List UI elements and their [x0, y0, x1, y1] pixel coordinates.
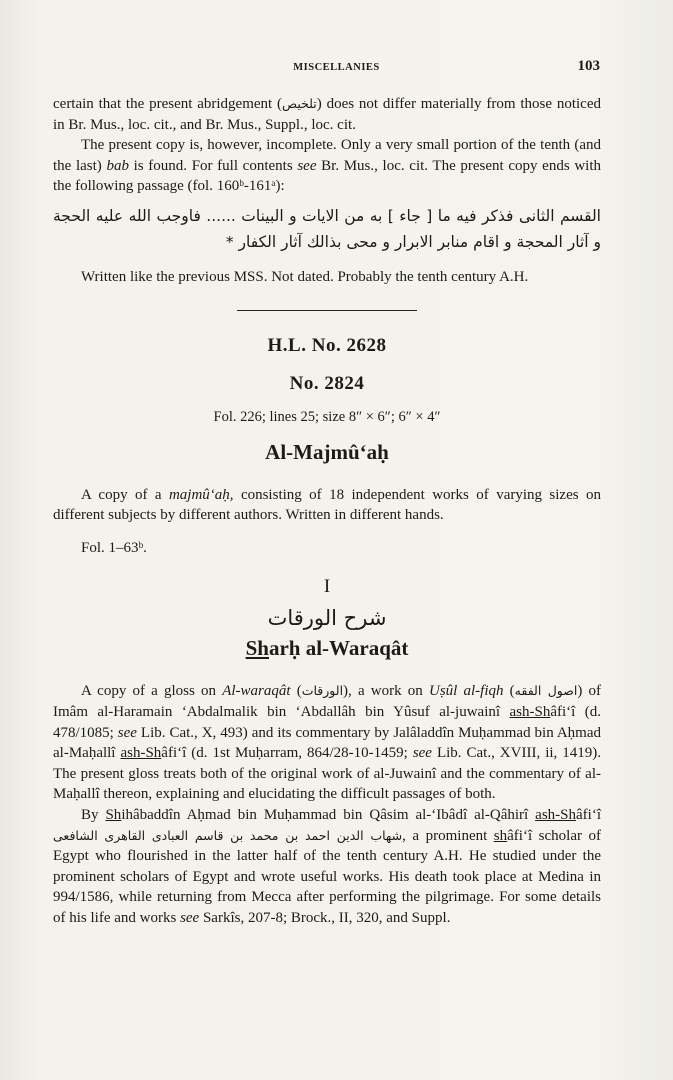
text-run: Lib. Cat., X, 493) and its commentary by Jalâladdîn Muḥammad bin Aḥmad al-Maḥallî — [53, 724, 601, 762]
folio-range: Fol. 1–63ᵇ. — [81, 539, 147, 556]
paragraph-gloss — [53, 681, 601, 805]
page-number: 103 — [577, 58, 600, 74]
text-run: A copy of a gloss on — [81, 683, 223, 700]
entry-title: Al-Majmû‘aḥ — [265, 439, 389, 464]
text-run: , a prominent — [402, 827, 494, 844]
text-run: Lib. Cat., XVIII, ii, 1419). The present gloss treats both of the original work of al-Juwainî and the commentary of al-Maḥallî thereon, explaining and elucidating the difficult passages of both. — [53, 745, 601, 803]
italic-term: majmû‘aḥ — [168, 486, 230, 503]
page-header — [0, 58, 673, 80]
text-run: ihâbaddîn Aḥmad bin Muḥammad bin Qâsim al-‘Ibâdî al-Qâhirî — [121, 806, 536, 823]
work-number: I — [323, 576, 331, 598]
text-run: The present copy is, however, incomplete. Only a very small portion of the tenth (and the last) — [53, 137, 601, 174]
work-title — [53, 636, 601, 661]
text-run: , consisting of 18 independent works of varying sizes on different subjects by different authors. Written in different hands. — [53, 486, 601, 524]
text-run: âfi‘î scholar of Egypt who flourished in the latter half of the tenth century A.H. He studied under the prominent scholars of Egypt and wrote useful works. His death took place at Medina in 994/1586, while returning from Mecca after performing the pilgrimage. For some details of his life and works — [53, 827, 601, 926]
page-content — [53, 94, 601, 928]
italic-term: see — [297, 157, 317, 174]
arabic-inline-word: تلخيص — [282, 96, 317, 111]
text-run: âfi‘î — [576, 806, 601, 823]
text-run: A copy of a — [81, 486, 169, 503]
arabic-work-title: شرح الورقات — [267, 606, 387, 631]
text-run: ) does not differ materially from those noticed in Br. Mus., loc. cit., and Br. Mus., Suppl., loc. cit. — [53, 96, 601, 133]
section-divider — [237, 310, 417, 311]
folio-info: Fol. 226; lines 25; size 8″ × 6″; 6″ × 4″ — [213, 408, 441, 425]
underlined-digraph: ash-Sh — [509, 703, 551, 720]
text-run: ( — [503, 683, 515, 700]
italic-term: see — [412, 745, 432, 762]
text-run: Sarkîs, 207-8; Brock., II, 320, and Suppl. — [199, 909, 451, 926]
text-run: arḥ al-Waraqât — [268, 636, 409, 661]
catalog-number-heading: No. 2824 — [289, 372, 365, 394]
underlined-digraph: sh — [493, 827, 508, 844]
arabic-inline-word: الورقات — [301, 683, 344, 699]
text-run: is found. For full contents — [128, 157, 298, 174]
text-run: âfi‘î (d. 478/1085; — [53, 703, 601, 741]
text-run: By — [81, 806, 106, 823]
underlined-digraph: ash-Sh — [535, 806, 577, 823]
italic-term: bab — [106, 157, 129, 174]
hl-number-heading: H.L. No. 2628 — [267, 334, 387, 356]
text-run: ), a work on — [343, 683, 429, 700]
text-run: ( — [290, 683, 302, 700]
arabic-inline-word: اصول الفقه — [514, 683, 578, 699]
underlined-digraph: Sh — [245, 636, 269, 661]
running-head: MISCELLANIES — [293, 62, 380, 73]
text-run: ) of Imâm al-Haramain ‘Abdalmalik bin ‘Abdallâh bin Yûsuf al-juwainî — [53, 683, 601, 720]
text-run: âfi‘î (d. 1st Muḥarram, 864/28-10-1459; — [161, 745, 413, 762]
paragraph-abridgement — [53, 94, 601, 135]
italic-term: Al-waraqât — [222, 683, 291, 700]
underlined-digraph: Sh — [105, 806, 122, 823]
italic-term: see — [117, 724, 137, 741]
paragraph-incomplete — [53, 135, 601, 197]
arabic-inline-name: شهاب الدين احمد بن محمد بن قاسم العبادى القاهرى الشافعى — [53, 827, 403, 843]
italic-term: Uṣûl al-fiqh — [428, 683, 504, 700]
underlined-digraph: ash-Sh — [120, 745, 162, 762]
paragraph-written: Written like the previous MSS. Not dated. Probably the tenth century A.H. — [81, 268, 529, 285]
paragraph-majmuah — [53, 485, 601, 526]
paragraph-author — [53, 805, 601, 929]
italic-term: see — [180, 909, 200, 926]
arabic-passage: القسم الثانى فذكر فيه ما [ جاء ] به من الايات و البينات ...... فاوجب الله عليه الحجة و آثار المحجة و اقام منابر الابرار و محى بذالك آثار الكفار * — [53, 206, 601, 251]
text-run: Br. Mus., loc. cit. The present copy ends with the following passage (fol. 160ᵇ-161ᵃ): — [53, 157, 601, 195]
text-run: certain that the present abridgement ( — [53, 96, 282, 112]
